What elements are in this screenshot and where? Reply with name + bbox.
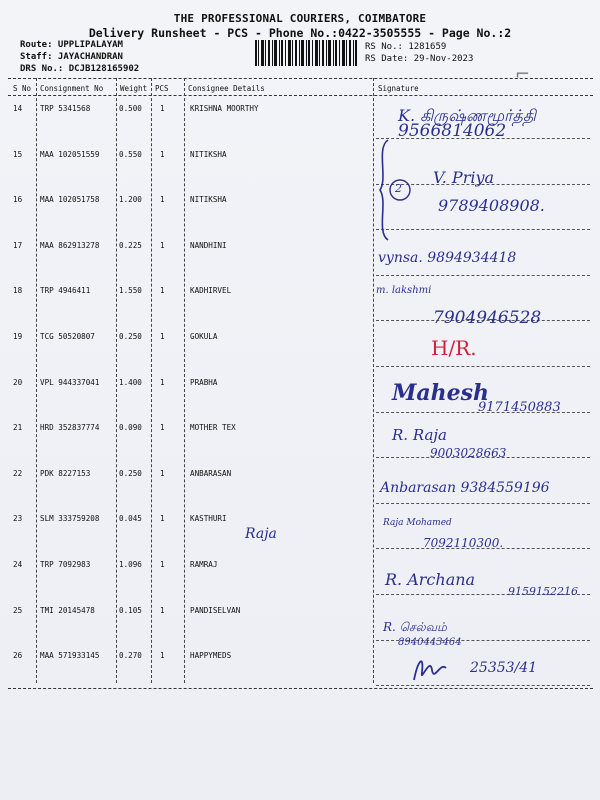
row-consignment-no: MAA 862913278 <box>40 240 100 250</box>
table-row <box>0 600 600 646</box>
col-consignment: Consignment No <box>40 84 104 93</box>
row-weight: 0.550 <box>119 149 142 159</box>
row-pcs: 1 <box>160 332 165 341</box>
row-consignee: KRISHNA MOORTHY <box>190 104 259 113</box>
row-consignee: MOTHER TEX <box>190 423 236 433</box>
phone-row-14: 9566814062 <box>398 121 507 141</box>
row-sno: 15 <box>13 149 23 159</box>
row-consignment-no: HRD 352837774 <box>40 423 100 433</box>
row-pcs: 1 <box>160 468 165 478</box>
col-consignee: Consignee Details <box>188 84 265 93</box>
row-consignment-no: TRP 5341568 <box>40 104 91 113</box>
phone-row-15: 9789408908. <box>438 196 545 215</box>
row-consignee: GOKULA <box>190 332 218 341</box>
signature-row-23: Raja Mohamed <box>383 518 452 528</box>
row-weight: 1.200 <box>119 195 142 205</box>
signature-line <box>376 275 590 276</box>
row-pcs: 1 <box>160 286 165 296</box>
signature-row-26: 25353/41 <box>470 660 538 676</box>
row-weight: 1.400 <box>119 377 142 387</box>
signature-row-20: Mahesh <box>392 380 489 406</box>
row-weight: 0.225 <box>119 240 142 250</box>
row-pcs: 1 <box>160 104 165 113</box>
company-title: THE PROFESSIONAL COURIERS, COIMBATORE <box>173 12 427 25</box>
table-bottom-rule <box>8 688 593 689</box>
row-sno: 17 <box>13 240 23 250</box>
row-weight: 0.500 <box>119 104 142 113</box>
row-consignment-no: TRP 4946411 <box>40 286 91 296</box>
row-sno: 22 <box>13 468 23 478</box>
row-sno: 23 <box>13 514 23 524</box>
col-pcs: PCS <box>155 84 169 93</box>
row-weight: 0.250 <box>119 468 142 478</box>
row-sno: 21 <box>13 423 23 433</box>
row-consignment-no: TRP 7092983 <box>40 560 91 569</box>
table-row <box>0 144 600 190</box>
corner-mark: ⌐ <box>514 64 530 85</box>
staff-label: Staff: JAYACHANDRAN <box>20 52 123 62</box>
row-consignment-no: MAA 102051758 <box>40 195 100 205</box>
signature-row-25: R. செல்வம் <box>383 620 447 634</box>
col-weight: Weight <box>120 84 148 93</box>
row-pcs: 1 <box>160 195 165 205</box>
row-weight: 0.105 <box>119 605 142 615</box>
col-sno: S No <box>13 84 32 93</box>
circled-two: 2 <box>395 182 402 195</box>
row-pcs: 1 <box>160 149 165 159</box>
row-pcs: 1 <box>160 377 165 387</box>
signature-line <box>376 685 590 686</box>
row-weight: 0.090 <box>119 423 142 433</box>
row-consignee: HAPPYMEDS <box>190 651 232 661</box>
row-pcs: 1 <box>160 651 165 661</box>
row-consignment-no: MAA 102051559 <box>40 149 100 159</box>
signature-row-19: H/R. <box>431 336 477 360</box>
signature-row-15: V. Priya <box>433 168 495 187</box>
row-sno: 18 <box>13 286 23 296</box>
row-weight: 0.250 <box>119 332 142 341</box>
row-sno: 26 <box>13 651 23 661</box>
receiver-note-row-23: Raja <box>245 526 277 542</box>
rs-number: RS No.: 1281659 <box>365 42 447 52</box>
phone-row-24: 9159152216 <box>508 585 578 598</box>
row-weight: 0.045 <box>119 514 142 524</box>
phone-row-20: 9171450883 <box>478 400 561 415</box>
route-label: Route: UPPLIPALAYAM <box>20 40 123 50</box>
signature-row-14: K. கிருஷ்ணமூர்த்தி <box>398 106 536 125</box>
row-consignee: PANDISELVAN <box>190 605 241 615</box>
row-sno: 19 <box>13 332 23 341</box>
phone-row-25: 8940443464 <box>398 637 462 648</box>
signature-row-24: R. Archana <box>385 570 476 589</box>
signature-row-18: m. lakshmi <box>376 285 432 296</box>
row-consignment-no: MAA 571933145 <box>40 651 100 661</box>
row-pcs: 1 <box>160 605 165 615</box>
row-consignee: KASTHURI <box>190 514 227 524</box>
row-consignee: KADHIRVEL <box>190 286 232 296</box>
header-divider-bottom <box>8 95 593 96</box>
row-pcs: 1 <box>160 560 165 569</box>
row-pcs: 1 <box>160 240 165 250</box>
barcode <box>255 40 357 66</box>
row-pcs: 1 <box>160 423 165 433</box>
table-row <box>0 326 600 372</box>
row-sno: 20 <box>13 377 23 387</box>
row-consignment-no: SLM 333759208 <box>40 514 100 524</box>
row-sno: 24 <box>13 560 23 569</box>
row-consignment-no: TMI 20145478 <box>40 605 95 615</box>
rs-date: RS Date: 29-Nov-2023 <box>365 54 474 64</box>
header-divider-top <box>8 78 593 79</box>
signature-line <box>376 503 590 504</box>
brace-mark <box>374 138 414 242</box>
table-row <box>0 417 600 463</box>
row-weight: 1.096 <box>119 560 142 569</box>
row-consignment-no: PDK 8227153 <box>40 468 91 478</box>
signature-line <box>376 366 590 367</box>
row-pcs: 1 <box>160 514 165 524</box>
row-consignment-no: TCG 50520807 <box>40 332 95 341</box>
col-signature: Signature <box>378 84 419 93</box>
signature-row-22: Anbarasan 9384559196 <box>380 480 550 496</box>
row-consignee: PRABHA <box>190 377 218 387</box>
row-consignment-no: VPL 944337041 <box>40 377 100 387</box>
table-row <box>0 508 600 554</box>
row-sno: 25 <box>13 605 23 615</box>
row-consignee: ANBARASAN <box>190 468 232 478</box>
phone-row-21: 9003028663 <box>430 446 507 460</box>
row-sno: 16 <box>13 195 23 205</box>
signature-scribble-row-26 <box>410 650 450 686</box>
phone-row-18: 7904946528 <box>433 308 542 328</box>
phone-row-23: 7092110300. <box>423 536 504 550</box>
drs-number: DRS No.: DCJB128165902 <box>20 64 140 74</box>
row-consignee: NITIKSHA <box>190 195 227 205</box>
row-weight: 1.550 <box>119 286 142 296</box>
row-consignee: RAMRAJ <box>190 560 218 569</box>
row-consignee: NITIKSHA <box>190 149 227 159</box>
row-weight: 0.270 <box>119 651 142 661</box>
row-consignee: NANDHINI <box>190 240 227 250</box>
row-sno: 14 <box>13 104 23 113</box>
signature-row-21: R. Raja <box>392 426 448 444</box>
signature-row-17: vynsa. 9894934418 <box>378 250 517 266</box>
runsheet-title: Delivery Runsheet - PCS - Phone No.:0422-3505555 - Page No.:2 <box>88 26 512 40</box>
